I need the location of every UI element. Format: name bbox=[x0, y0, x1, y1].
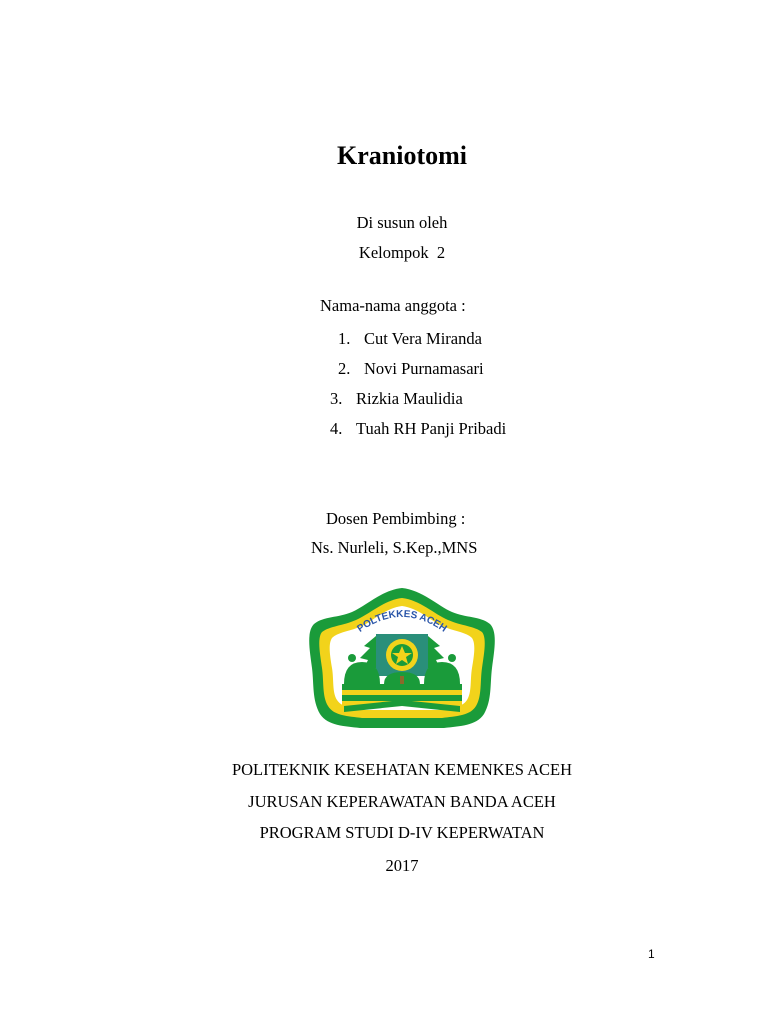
logo-stripe bbox=[342, 684, 462, 690]
logo-right-crescent-icon bbox=[448, 654, 456, 662]
members-heading: Nama-nama anggota : bbox=[320, 296, 466, 315]
logo-stripe bbox=[342, 690, 462, 695]
member-item bbox=[330, 389, 463, 409]
member-name: Rizkia Maulidia bbox=[356, 389, 463, 408]
member-item bbox=[338, 359, 484, 379]
institution-name: POLITEKNIK KESEHATAN KEMENKES ACEH bbox=[231, 760, 573, 779]
member-item bbox=[330, 419, 506, 439]
member-number: 2. bbox=[338, 359, 351, 378]
supervisor-heading: Dosen Pembimbing : bbox=[326, 509, 466, 528]
member-number: 4. bbox=[330, 419, 343, 438]
supervisor-name: Ns. Nurleli, S.Kep.,MNS bbox=[311, 538, 478, 557]
member-number: 1. bbox=[338, 329, 351, 348]
member-number: 3. bbox=[330, 389, 343, 408]
study-program: PROGRAM STUDI D-IV KEPERWATAN bbox=[259, 823, 545, 842]
member-name: Novi Purnamasari bbox=[364, 359, 484, 378]
member-item bbox=[338, 329, 482, 349]
poltekkes-logo bbox=[304, 576, 500, 736]
member-name: Cut Vera Miranda bbox=[364, 329, 482, 348]
logo-left-crescent-icon bbox=[348, 654, 356, 662]
department-name: JURUSAN KEPERAWATAN BANDA ACEH bbox=[248, 792, 556, 811]
subtitle-group: Kelompok 2 bbox=[358, 243, 446, 262]
document-title: Kraniotomi bbox=[337, 141, 467, 170]
subtitle-composed-by: Di susun oleh bbox=[356, 213, 448, 232]
page-number: 1 bbox=[648, 947, 655, 961]
member-name: Tuah RH Panji Pribadi bbox=[356, 419, 507, 438]
logo-arc-text: POLTEKKES ACEH bbox=[355, 608, 449, 635]
document-year: 2017 bbox=[385, 856, 419, 875]
